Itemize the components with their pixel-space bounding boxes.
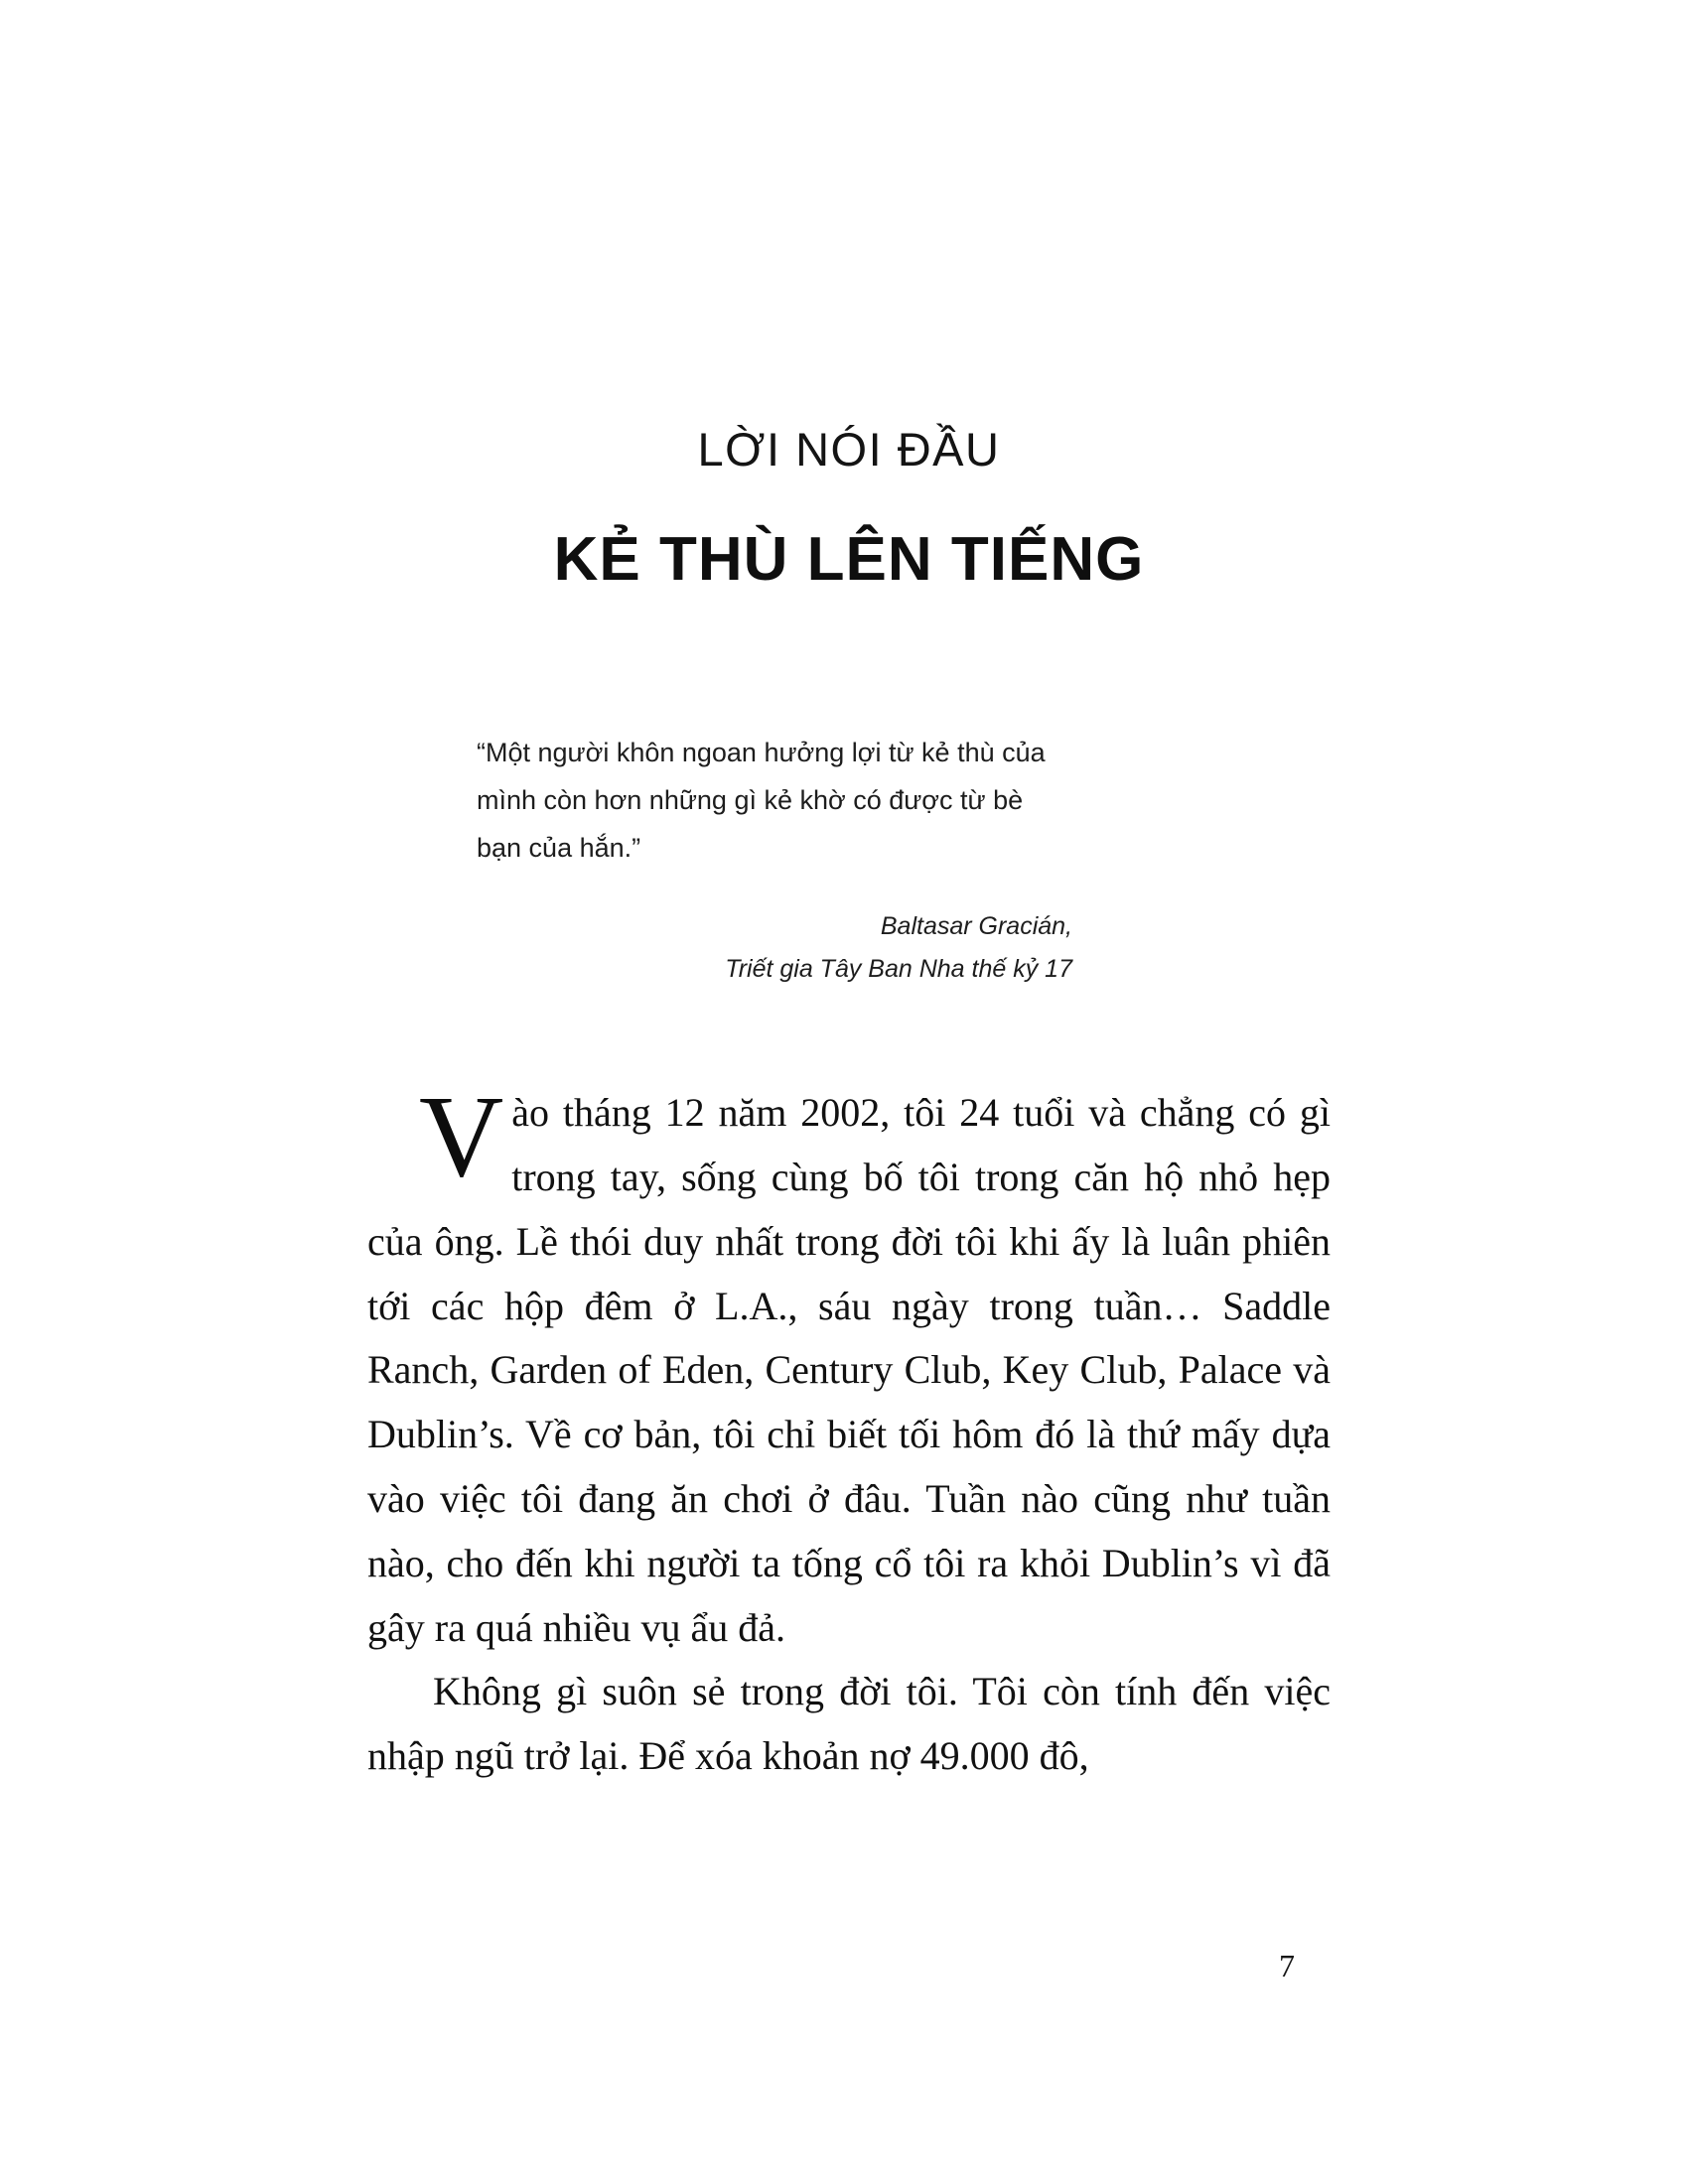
attribution-name: Baltasar Gracián,: [880, 912, 1072, 941]
page-number: 7: [1279, 1948, 1295, 1983]
drop-cap: V: [419, 1071, 504, 1202]
attribution-role: Triết gia Tây Ban Nha thế kỷ 17: [725, 954, 1072, 983]
page-content: [367, 0, 1331, 1789]
page-title: KẺ THÙ LÊN TIẾNG: [553, 525, 1145, 594]
epigraph-text: “Một người khôn ngoan hưởng lợi từ kẻ thù của mình còn hơn những gì kẻ khờ có được từ bè bạn của hắn.”: [477, 738, 1046, 864]
paragraph-first-text: ào tháng 12 năm 2002, tôi 24 tuổi và chẳng có gì trong tay, sống cùng bố tôi trong căn hộ nhỏ hẹp của ông. Lề thói duy nhất trong đời tôi khi ấy là luân phiên tới các hộp đêm ở L.A., sáu ngày trong tuần… Saddle Ranch, Garden of Eden, Century Club, Key Club, Palace và Dublin’s. Về cơ bản, tôi chỉ biết tối hôm đó là thứ mấy dựa vào việc tôi đang ăn chơi ở đâu. Tuần nào cũng như tuần nào, cho đến khi người ta tống cổ tôi ra khỏi Dublin’s vì đã gây ra quá nhiều vụ ẩu đả.: [367, 1090, 1331, 1650]
chapter-label: LỜI NÓI ĐẦU: [697, 423, 1001, 476]
epigraph-block: [477, 729, 1072, 872]
body-text: [367, 1071, 1331, 1789]
epigraph-attribution: [477, 905, 1072, 990]
paragraph-first: [367, 1071, 1331, 1660]
paragraph-second: Không gì suôn sẻ trong đời tôi. Tôi còn tính đến việc nhập ngũ trở lại. Để xóa khoản nợ 49.000 đô,: [367, 1669, 1331, 1779]
